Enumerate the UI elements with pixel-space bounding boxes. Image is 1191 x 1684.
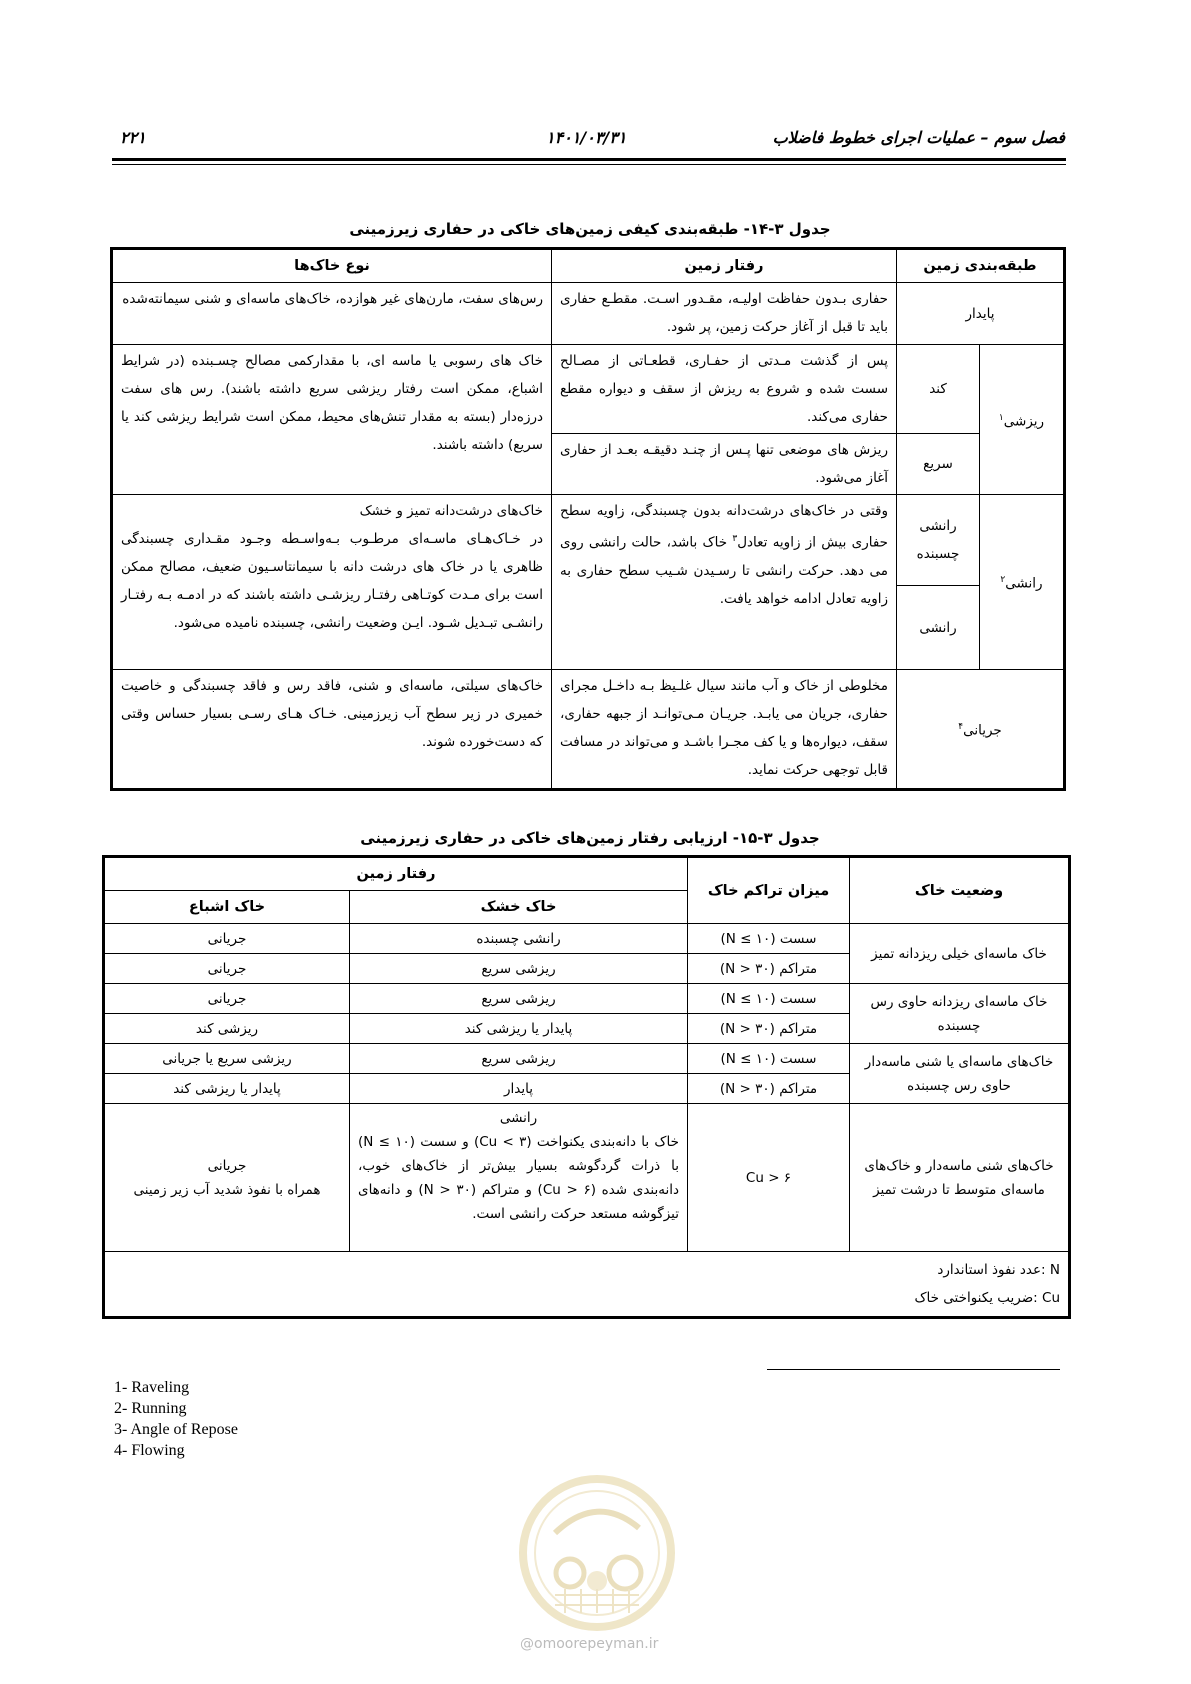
t1-raveling-soil: خاک های رسوبی یا ماسه ای، با مقدارکمی مصالح چسـبنده (در شرایط اشباع، ممکن است رفتار ریزشی سریع داشته باشند). رس های سفت درزه‌دار (بسته به مقدار تنش‌های محیط، ممکن است شرایط ریزشی کند یا سریع) داشته باشند. (112, 345, 552, 495)
table1 (110, 247, 1066, 791)
t2-header-density: میزان تراکم خاک (688, 857, 850, 924)
footnotes (114, 1377, 238, 1461)
t2-header-behavior: رفتار زمین (104, 857, 688, 891)
t1-stable-soil: رس‌های سفت، مارن‌های غیر هوازده، خاک‌های ماسه‌ای و شنی سیمانته‌شده (112, 283, 552, 345)
t2-header-saturated: خاک اشباع (104, 891, 350, 924)
t2-state-coarse: خاک‌های شنی ماسه‌دار و خاک‌های ماسه‌ای متوسط تا درشت تمیز (850, 1104, 1070, 1252)
t2-density: سست (۱۰ ≥ N) (688, 924, 850, 954)
t1-header-behavior: رفتار زمین (552, 249, 897, 283)
t2-dry-running: رانشی خاک با دانه‌بندی یکنواخت (Cu < ۳) و سست (۱۰ ≥ N) با ذرات گردگوشه بسیار بیش‌تر از خاک‌های خوب، دانه‌بندی شده (Cu > ۶) و متراکم (N > ۳۰) و دانه‌های تیزگوشه مستعد حرکت رانشی است. (350, 1104, 688, 1252)
page-number: ۲۲۱ (120, 128, 146, 147)
table2 (102, 855, 1071, 1319)
watermark-url: @omoorepeyman.ir (520, 1636, 659, 1652)
t1-header-soil: نوع خاک‌ها (112, 249, 552, 283)
t1-raveling-fast-behavior: ریزش های موضعی تنها پـس از چنـد دقیقـه بعـد از حفاری آغاز می‌شود. (552, 434, 897, 495)
t2-note-n: N :عدد نفوذ استاندارد (937, 1262, 1060, 1278)
watermark-logo (515, 1473, 680, 1633)
t2-dry: ریزشی سریع (350, 954, 688, 984)
t2-header-dry: خاک خشک (350, 891, 688, 924)
t1-flowing-behavior: مخلوطی از خاک و آب مانند سیال غلـیظ بـه داخـل مجرای حفاری، جریان می یابـد. جریـان مـی‌توانـد از جبهه حفاری، سقف، دیواره‌ها و یا کف مجـرا باشـد و می‌تواند در مسافت قابل توجهی حرکت نماید. (552, 670, 897, 790)
t2-saturated: ریزشی کند (104, 1014, 350, 1044)
t2-density: سست (۱۰ ≥ N) (688, 1044, 850, 1074)
t2-state: خاک ماسه‌ای خیلی ریزدانه تمیز (850, 924, 1070, 984)
t1-stable-behavior: حفاری بـدون حفاظت اولیـه، مقـدور اسـت. مقطـع حفاری باید تا قبل از آغاز حرکت زمین، پر شود. (552, 283, 897, 345)
t2-density: متراکم (۳۰ < N) (688, 1014, 850, 1044)
t2-saturated: ریزشی سریع یا جریانی (104, 1044, 350, 1074)
t1-running-behavior: وقتی در خاک‌های درشت‌دانه بدون چسبندگی، زاویه سطح حفاری بیش از زاویه تعادل$^۳$ خاک باشد، حالت رانشی روی می دهد. حرکت رانشی تا رسـیدن شـیب سطح حفاری به زاویه تعادل ادامه خواهد یافت. (552, 495, 897, 670)
t2-state: خاک‌های ماسه‌ای یا شنی ماسه‌دار حاوی رس چسبنده (850, 1044, 1070, 1104)
footnote-rule (767, 1369, 1060, 1370)
t2-dry: رانشی چسبنده (350, 924, 688, 954)
t2-dry: پایدار (350, 1074, 688, 1104)
header-rule-thin (112, 164, 1066, 165)
t1-raveling-slow-behavior: پس از گذشت مـدتی از حفـاری، قطعـاتی از مصـالح سست شده و شروع به ریزش از سقف و دیواره مقطع حفاری می‌کند. (552, 345, 897, 434)
t2-saturated: جریانی (104, 924, 350, 954)
chapter-title: فصل سوم – عملیات اجرای خطوط فاضلاب (772, 128, 1065, 147)
t1-raveling-label: ریزشی$^۱$ (980, 345, 1065, 495)
t2-saturated: جریانی (104, 954, 350, 984)
t2-notes (104, 1252, 1070, 1318)
t1-running-plain-label: رانشی (897, 586, 980, 670)
header-date: ۱۴۰۱/۰۳/۳۱ (546, 128, 627, 147)
t1-stable-label: پایدار (897, 283, 1065, 345)
table2-caption: جدول ۳-۱۵- ارزیابی رفتار زمین‌های خاکی در حفاری زیرزمینی (360, 829, 820, 847)
footnote-1: 1- Raveling (114, 1379, 190, 1396)
footnote-4: 4- Flowing (114, 1442, 185, 1459)
header-rule-thick (112, 158, 1066, 161)
t2-density: متراکم (۳۰ < N) (688, 954, 850, 984)
t2-dry: پایدار یا ریزشی کند (350, 1014, 688, 1044)
t1-raveling-fast-label: سریع (897, 434, 980, 495)
t2-saturated-flowing: جریانی همراه با نفوذ شدید آب زیر زمینی (104, 1104, 350, 1252)
t2-state: خاک ماسه‌ای ریزدانه حاوی رس چسبنده (850, 984, 1070, 1044)
t1-raveling-slow-label: کند (897, 345, 980, 434)
footnote-3: 3- Angle of Repose (114, 1421, 238, 1438)
t1-flowing-label: جریانی$^۴$ (897, 670, 1065, 790)
t2-note-cu: Cu :ضریب یکنواختی خاک (914, 1290, 1060, 1306)
t2-density: متراکم (۳۰ < N) (688, 1074, 850, 1104)
t2-density: سست (۱۰ ≥ N) (688, 984, 850, 1014)
t2-dry: ریزشی سریع (350, 1044, 688, 1074)
t2-saturated: جریانی (104, 984, 350, 1014)
t1-running-soil: خاک‌های درشت‌دانه تمیز و خشک در خـاک‌هـای ماسـه‌ای مرطـوب بـه‌واسـطه وجـود مقـداری چسبندگی ظاهری یا در خاک های درشت دانه با سیمانتاسـیون ضعیف، مصالح ممکن است برای مـدت کوتـاهی رفتـار ریزشـی داشته باشند که در ادمـه بـه رفتـار رانشـی تبـدیل شـود. ایـن وضعیت رانشی، چسبنده نامیده می‌شود. (112, 495, 552, 670)
t2-density-cu: Cu > ۶ (688, 1104, 850, 1252)
table1-caption: جدول ۳-۱۴- طبقه‌بندی کیفی زمین‌های خاکی در حفاری زیرزمینی (349, 220, 831, 238)
t1-flowing-soil: خاک‌های سیلتی، ماسه‌ای و شنی، فاقد رس و فاقد چسبندگی و خاصیت خمیری در زیر سطح آب زیرزمینی. خـاک هـای رسـی بسیار حساس وقتی که دست‌خورده شوند. (112, 670, 552, 790)
t2-saturated: پایدار یا ریزشی کند (104, 1074, 350, 1104)
t2-header-soil-state: وضعیت خاک (850, 857, 1070, 924)
t1-header-classification: طبقه‌بندی زمین (897, 249, 1065, 283)
footnote-2: 2- Running (114, 1400, 187, 1417)
t1-running-label: رانشی$^۲$ (980, 495, 1065, 670)
t2-dry: ریزشی سریع (350, 984, 688, 1014)
t1-running-cohesive-label: رانشی چسبنده (897, 495, 980, 586)
